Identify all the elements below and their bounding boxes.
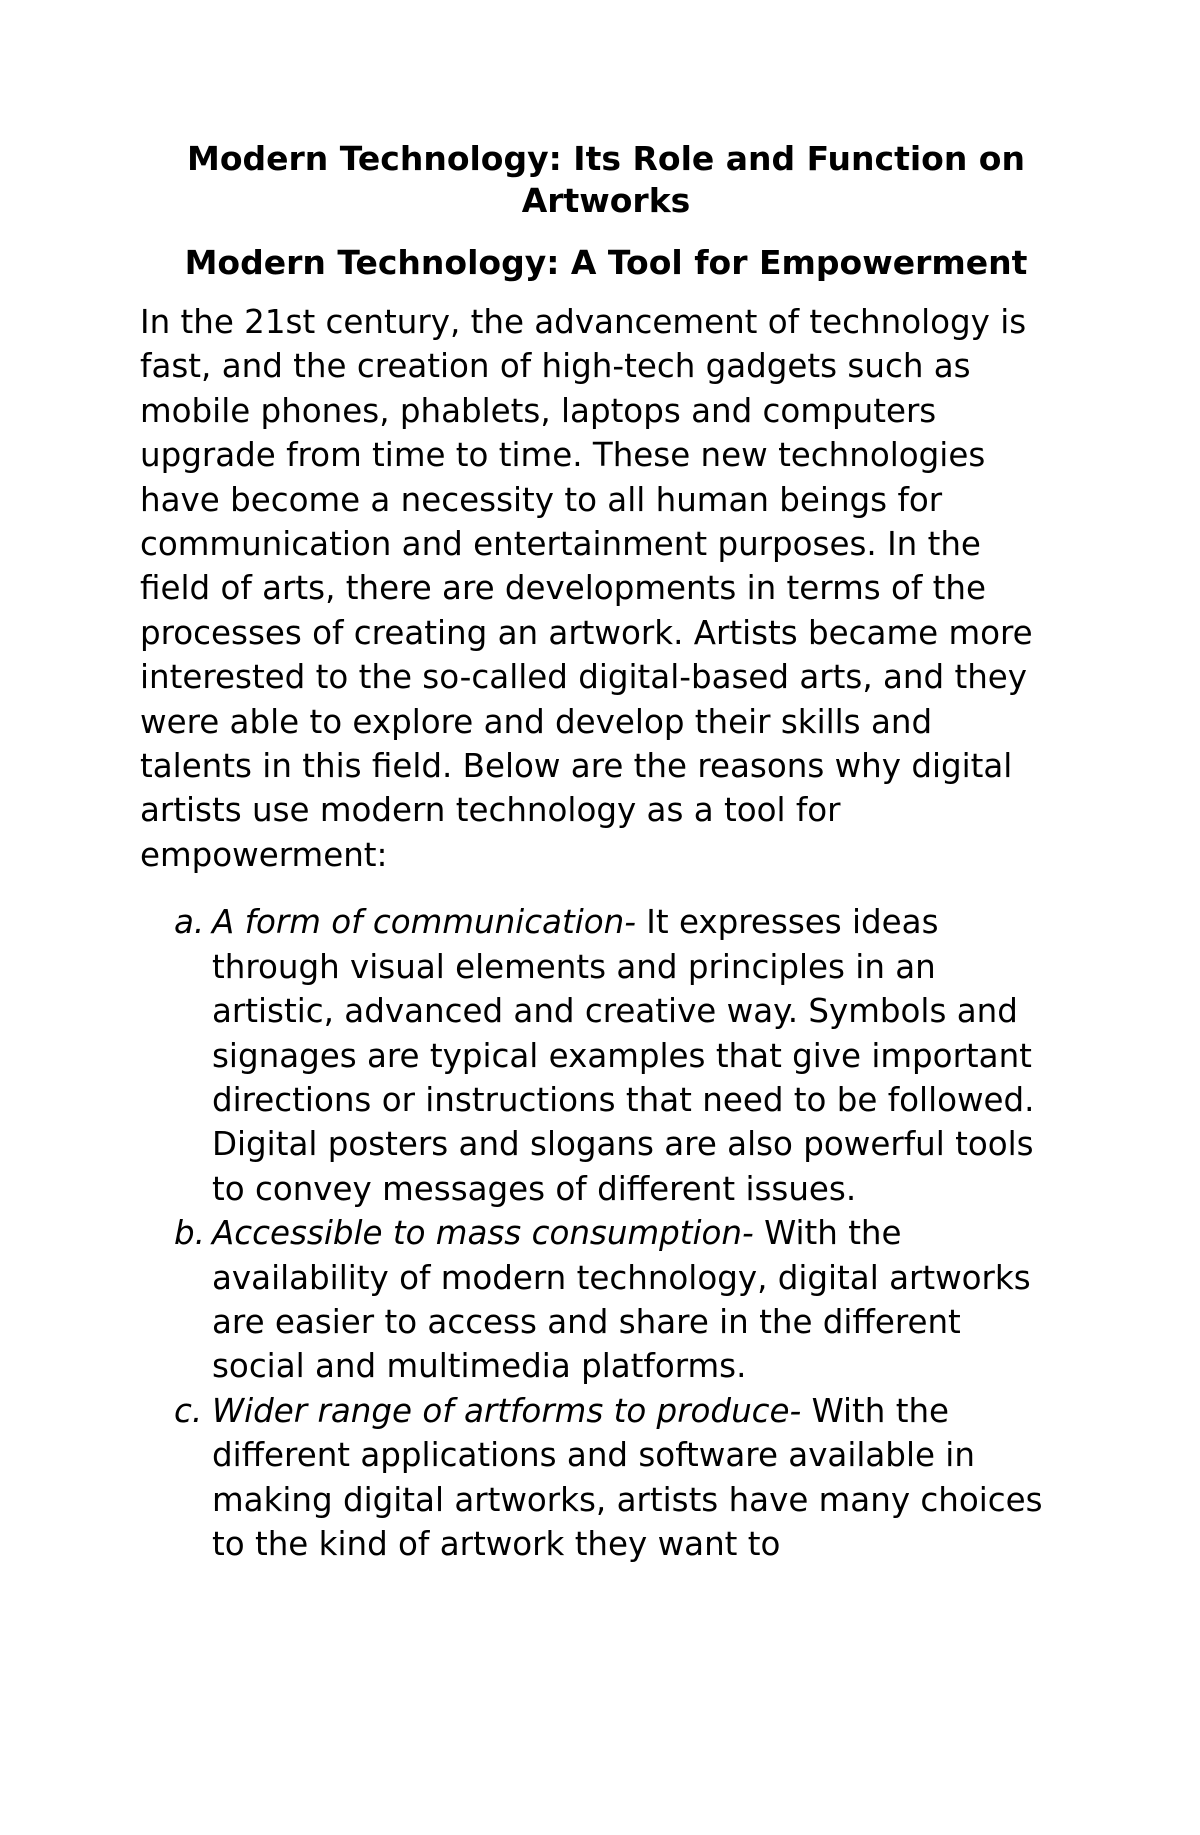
list-item [140,900,1057,1211]
list-item-term: Accessible to mass consumption- [212,1214,754,1253]
intro-paragraph: In the 21st century, the advancement of technology is fast, and the creation of high-tech gadgets such as mobile phones, phablets, laptops and computers upgrade from time to time. These new technologies have become a necessity to all human beings for communication and entertainment purposes. In the field of arts, there are developments in terms of the processes of creating an artwork. Artists became more interested to the so-called digital-based arts, and they were able to explore and develop their skills and talents in this field. Below are the reasons why digital artists use modern technology as a tool for empowerment: [140,303,1033,874]
document-page [140,138,1060,1566]
reasons-list [140,900,1060,1566]
document-title: Modern Technology: Its Role and Function on Artworks [187,139,1025,220]
section-heading: Modern Technology: A Tool for Empowerment [184,243,1028,282]
list-marker: b. [174,1214,205,1253]
list-item-text: It expresses ideas through visual elements and principles in an artistic, advanced and creative way. Symbols and signages are typical examples that give important directions or instructions that need to be followed. Digital posters and slogans are also powerful tools to convey messages of different issues. [212,903,1035,1208]
list-item [140,1211,1057,1389]
list-item-term: Wider range of artforms to produce- [212,1391,802,1430]
list-marker: a. [174,903,205,942]
list-marker: c. [174,1391,203,1430]
list-item-term: A form of communication- [212,903,636,942]
list-item-text: With the availability of modern technology, digital artworks are easier to access and share in the different social and multimedia platforms. [212,1214,1031,1386]
list-item-text: With the different applications and software available in making digital artworks, artists have many choices to the kind of artwork they want to [212,1391,1043,1563]
list-item [140,1389,1057,1567]
